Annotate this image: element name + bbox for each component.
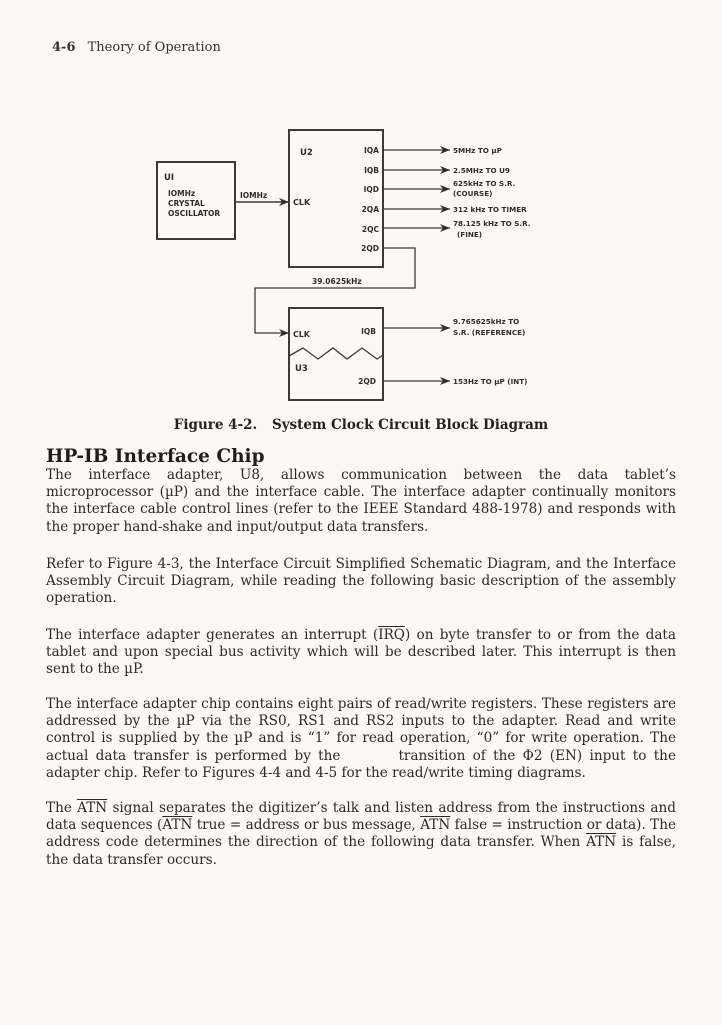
- u1-oscillator: OSCILLATOR: [168, 209, 221, 218]
- u1-freq: IOMHz: [168, 189, 196, 198]
- figure-title: System Clock Circuit Block Diagram: [271, 417, 549, 433]
- paragraph-3: [46, 627, 676, 679]
- dest-9-76khz-note: S.R. (REFERENCE): [453, 328, 526, 337]
- u2-pin-2qd: 2QD: [361, 244, 379, 253]
- u3-clk-pin: CLK: [293, 330, 310, 339]
- figure-caption: [0, 417, 722, 433]
- u2-to-u3-wire: [255, 248, 415, 333]
- dest-625khz: 625kHz TO S.R.: [453, 179, 516, 188]
- u2-clk-pin: CLK: [293, 198, 311, 207]
- u2-pin-2qc: 2QC: [361, 225, 379, 234]
- p4-text-b: transition of the Φ2 (EN) input to the adapter chip. Refer to Figures 4-4 and 4-5 for the read∕write timing diagrams.: [46, 747, 676, 781]
- paragraph-2: Refer to Figure 4-3, the Interface Circuit Simplified Schematic Diagram, and the Interface Assembly Circuit Diagram, while reading the following basic description of the assembly operation.: [46, 556, 676, 607]
- section-heading: HP-IB Interface Chip: [46, 446, 265, 467]
- u3-pin-iqb: IQB: [361, 327, 376, 336]
- u2-pin-2qa: 2QA: [361, 205, 379, 214]
- u3-ref: U3: [295, 364, 308, 374]
- dest-625khz-note: (COURSE): [453, 189, 493, 198]
- atn-signal: $\overline{ATN}$: [162, 817, 193, 834]
- dest-153hz: 153Hz TO µP (INT): [453, 377, 528, 386]
- u3-pin-2qd: 2QD: [358, 377, 376, 386]
- p3-text-b: ) on byte transfer to or from the data tablet and upon special bus activity which will be described later. This interrupt is then sent to the µP.: [46, 627, 677, 678]
- atn-signal: $\overline{ATN}$: [77, 800, 108, 816]
- paragraph-1: The interface adapter, U8, allows communication between the data tablet’s microprocessor (µP) and the interface cable. The interface adapter continually monitors the interface cable control lines (refer to the IEEE Standard 488-1978) and responds with the proper hand-shake and input∕output data transfers.: [46, 467, 676, 535]
- dest-78khz-note: (FINE): [457, 230, 483, 239]
- atn-signal: $\overline{ATN}$: [420, 817, 451, 834]
- dest-78khz: 78.125 kHz TO S.R.: [453, 219, 531, 228]
- atn-signal: $\overline{ATN}$: [586, 834, 617, 851]
- u1-ref: UI: [164, 173, 175, 183]
- u2-pin-iqd: IQD: [363, 185, 379, 194]
- p5-text-c: true = address or bus message,: [192, 817, 421, 834]
- p4-text-a: The interface adapter chip contains eight pairs of read∕write registers. These registers are addressed by the µP via the RS0, RS1 and RS2 inputs to the adapter. Read and write control is supplied by the µP and is “1” for read operation, “0” for write operation. The actual data transfer is performed by the: [46, 696, 676, 764]
- dest-2-5mhz: 2.5MHz TO U9: [453, 166, 510, 175]
- p5-text-d: false = instruction or data). The address code determines the direction of the following data transfer. When: [46, 817, 676, 851]
- u2-to-u3-label: 39.0625kHz: [312, 277, 362, 286]
- u2-pin-iqa: IQA: [364, 146, 379, 155]
- p3-text-a: The interface adapter generates an interrupt (: [46, 627, 379, 643]
- dest-9-76khz: 9.765625kHz TO: [453, 317, 520, 326]
- dest-5mhz: 5MHz TO µP: [453, 146, 502, 155]
- u2-ref: U2: [300, 148, 313, 158]
- u1-to-u2-label: IOMHz: [240, 191, 268, 200]
- u3-split-zigzag: [289, 348, 383, 359]
- u1-crystal: CRYSTAL: [168, 199, 205, 208]
- figure-label: Figure 4-2.: [173, 417, 258, 433]
- irq-signal: $\overline{IRQ}$: [378, 627, 405, 643]
- section-title: Theory of Operation: [87, 40, 221, 55]
- p5-text-b: signal separates the digitizer’s talk and listen address from the instructions and data sequences (: [46, 800, 676, 834]
- u2-pin-iqb: IQB: [364, 166, 379, 175]
- paragraph-4: [46, 696, 676, 782]
- dest-312khz: 312 kHz TO TIMER: [453, 205, 527, 214]
- page-number: 4-6: [52, 40, 76, 55]
- u3-counter-box: [289, 308, 383, 400]
- paragraph-5: [46, 800, 676, 869]
- system-clock-block-diagram: [0, 0, 722, 420]
- p5-text-a: The: [46, 800, 78, 816]
- p5-text-e: is false, the data transfer occurs.: [46, 834, 676, 868]
